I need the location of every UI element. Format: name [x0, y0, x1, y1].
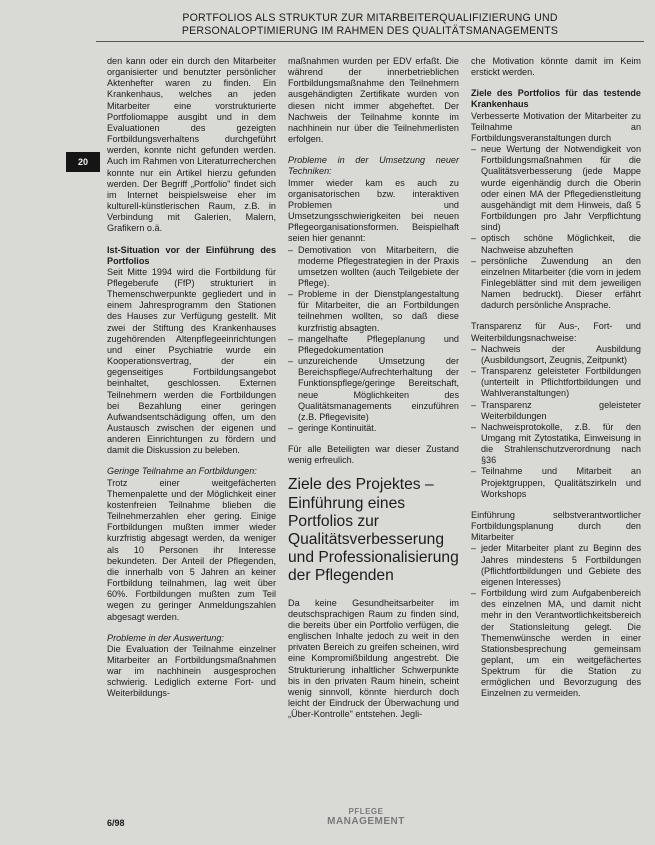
paragraph: Trotz einer weitgefächerten Themenpalette und der Möglichkeit einer kostenfreien Teilnahme blieben die Teilnehmerzahlen eher gering. Einige Fortbildungen mußten immer wieder kurzfristig abgesagt werden, da weniger als 10 Personen ihr Interesse bekundeten. Der Anteil der Pflegenden, die innerhalb von 5 Jahren an keiner Fortbildung teilnahmen, lag weit über 60%. Fortbildungen mußten zum Teil wegen zu geringer Anmeldungszahlen abgesagt werden. — [107, 477, 276, 622]
list-item: – Nachweisprotokolle, z.B. für den Umgang mit Zytostatika, Einweisung in die Strahlenschutzverordnung nach §36 — [471, 422, 641, 467]
journal-logo — [316, 808, 416, 828]
paragraph: den kann oder ein durch den Mitarbeiter organisierter und benutzter persönlicher Aktenhefter waren zu finden. Ein Krankenhaus, welches an jeden Mitarbeiter eine vorstrukturierte Portfoliomappe ausgibt und in dem Evaluationen des gezeigten Fortbildungsverhaltens durchgeführt werden, konnte nicht gefunden werden. Auch im Rahmen von Literaturrecherchen konnte nur ein Artikel hierzu gefunden werden. Der Begriff „Portfolio" findet sich im Internet beispielsweise eher im kulturell-künstlerischen Raum, z.B. in Verbindung mit Galerien, Malern, Grafikern o.ä. — [107, 56, 276, 234]
paragraph: Da keine Gesundheitsarbeiter im deutschsprachigen Raum zu finden sind, die bereits über ein Portfolio verfügen, die englischen Inhalte jedoch zu weit in den privaten Bereich zu greifen scheinen, wird eine Kompromißbildung angestrebt. Die Strukturierung inhaltlicher Schwerpunkte bis in den privaten Raum hinein, scheint wenig sinnvoll, könnte hierdurch doch leicht der Eindruck der Überwachung und „Über-Kontrolle" entstehen. Jegli- — [288, 597, 459, 720]
paragraph: maßnahmen wurden per EDV erfaßt. Die während der innerbetrieblichen Fortbildungsmaßnahme den Teilnehmern ausgehändigten Zertifikate wurden von diesen nicht immer abgeheftet. Der Nachweis der Teilnahme konnte im nachhinein nur über die Teilnehmerlisten erfolgen. — [288, 56, 459, 145]
header-divider — [96, 41, 644, 42]
logo-bottom-word: MANAGEMENT — [327, 816, 405, 827]
list-item: – neue Wertung der Notwendigkeit von Fortbildungsmaßnahmen für die Qualitätsverbesserung (jede Mappe wurde eigenhändig durch die Oberin oder einen MA der Pflegedienstleitung ausgehändigt mit dem Hinweis, daß 5 Fortbildungen pro Jahr Verpflichtung sind) — [471, 144, 641, 233]
subheading-italic: Geringe Teilnahme an Fortbildungen: — [107, 466, 257, 477]
list-item: – unzureichende Umsetzung der Bereichspflege/Aufrechterhaltung der Funktionspflege/geringe Bereitschaft, neue Möglichkeiten des Qualitätsmanagements einzuführen (z.B. Pflegevisite) — [288, 356, 459, 423]
list-item: – optisch schöne Möglichkeit, die Nachweise abzuheften — [471, 233, 641, 255]
list-item: – Teilnahme und Mitarbeit an Projektgruppen, Qualitätszirkeln und Workshops — [471, 466, 641, 499]
page-number: 6/98 — [107, 818, 125, 828]
section-heading: Ziele des Portfolios für das testende Krankenhaus — [471, 88, 641, 110]
text-column-3 — [471, 56, 641, 710]
list-item: – Probleme in der Dienstplangestaltung für Mitarbeiter, die an Fortbildungen teilnehmen wollten, so daß diese kurzfristig absagten. — [288, 289, 459, 334]
motivation-list — [471, 144, 641, 311]
list-item: – mangelhafte Pflegeplanung und Pflegedokumentation — [288, 334, 459, 356]
header-line-1: PORTFOLIOS ALS STRUKTUR ZUR MITARBEITERQUALIFIZIERUNG UND — [182, 12, 558, 24]
list-item: – persönliche Zuwendung an den einzelnen Mitarbeiter (die vorn in jedem Finlegeblätter sind mit dem jeweiligen Namen bedruckt). Dieser erfährt dadurch persönliche Ansprache. — [471, 256, 641, 312]
paragraph: che Motivation könnte damit im Keim erstickt werden. — [471, 56, 641, 78]
list-item: – Fortbildung wird zum Aufgabenbereich des einzelnen MA, und damit nicht mehr in den Verantwortlichkeitsbereich der Stationsleitung gelegt. Die Themenwünsche werden in einer Stationsbesprechung gemeinsam geplant, um ein weitgefächertes Spektrum für die Station zu ermöglichen und Bevorzugung des Einzelnen zu vermeiden. — [471, 588, 641, 700]
section-heading: Ist-Situation vor der Einführung des Portfolios — [107, 244, 276, 266]
running-header — [96, 12, 644, 38]
list-item: – geringe Kontinuität. — [288, 423, 459, 434]
paragraph: Für alle Beteiligten war dieser Zustand wenig erfreulich. — [288, 444, 459, 466]
list-item: – Nachweis der Ausbildung (Ausbildungsort, Zeugnis, Zeitpunkt) — [471, 344, 641, 366]
paragraph: Transparenz für Aus-, Fort- und Weiterbildungsnachweise: — [471, 321, 641, 343]
text-column-2 — [288, 56, 459, 730]
paragraph: Einführung selbstverantwortlicher Fortbildungsplanung durch den Mitarbeiter — [471, 509, 641, 543]
article-section-heading: Ziele des Projektes – Einführung eines Portfolios zur Qualitätsverbesserung und Professionalisierung der Pflegenden — [288, 476, 459, 585]
list-item: – Demotivation von Mitarbeitern, die moderne Pflegestrategien in der Praxis umsetzen wollten (auch Teilgebiete der Pflege). — [288, 245, 459, 290]
list-item: – Transparenz geleisteter Weiterbildungen — [471, 400, 641, 422]
paragraph: Immer wieder kam es auch zu organisatorischen bzw. interaktiven Problemen und Umsetzungsschwierigkeiten bei neuen Pflegeorganisationsformen. Beispielhaft seien hier genannt: — [288, 177, 459, 244]
subheading-italic: Probleme in der Umsetzung neuer Techniken: — [288, 155, 459, 177]
page-tab-marker: 20 — [66, 152, 100, 172]
transparency-list — [471, 344, 641, 500]
paragraph: Die Evaluation der Teilnahme einzelner Mitarbeiter an Fortbildungsmaßnahmen war im nachhinein ausgesprochen schwierig. Lediglich externe Fort- und Weiterbildungs- — [107, 643, 276, 699]
list-item: – jeder Mitarbeiter plant zu Beginn des Jahres mindestens 5 Fortbildungen (Pflichtfortbildungen und Gebiete des eigenen Interesses) — [471, 543, 641, 588]
subheading-italic: Probleme in der Auswertung: — [107, 632, 224, 643]
text-column-1 — [107, 56, 276, 710]
problem-list — [288, 245, 459, 435]
list-item: – Transparenz geleisteter Fortbildungen (unterteilt in Pflichtfortbildungen und Wahlveranstaltungen) — [471, 366, 641, 399]
logo-top-word: PFLEGE — [348, 807, 384, 816]
paragraph: Seit Mitte 1994 wird die Fortbildung für Pflegeberufe (FfP) strukturiert in Themenschwerpunkte gegliedert und in einem Jahresprogramm den Stationen des Hauses zur Verfügung gestellt. Mit zwei der Stiftung des Krankenhauses zugehörenden Altenpflegeeinrichtungen und einer Psychiatrie wurde ein Kooperationsvertrag, der ein gegenseitiges Fortbildungsangebot beinhaltet, geschlossen. Externen Teilnehmern werden die Fortbildungen bei Bezahlung einer geringen Aufwandsentschädigung offen, um den Austausch zwischen der eigenen und anderen Einrichtungen zu fördern und damit die Diskussion zu beleben. — [107, 266, 276, 456]
header-line-2: PERSONALOPTIMIERUNG IM RAHMEN DES QUALITÄTSMANAGEMENTS — [181, 25, 559, 37]
planning-list — [471, 543, 641, 699]
paragraph: Verbesserte Motivation der Mitarbeiter zu Teilnahme an Fortbildungsveranstaltungen durch — [471, 110, 641, 143]
